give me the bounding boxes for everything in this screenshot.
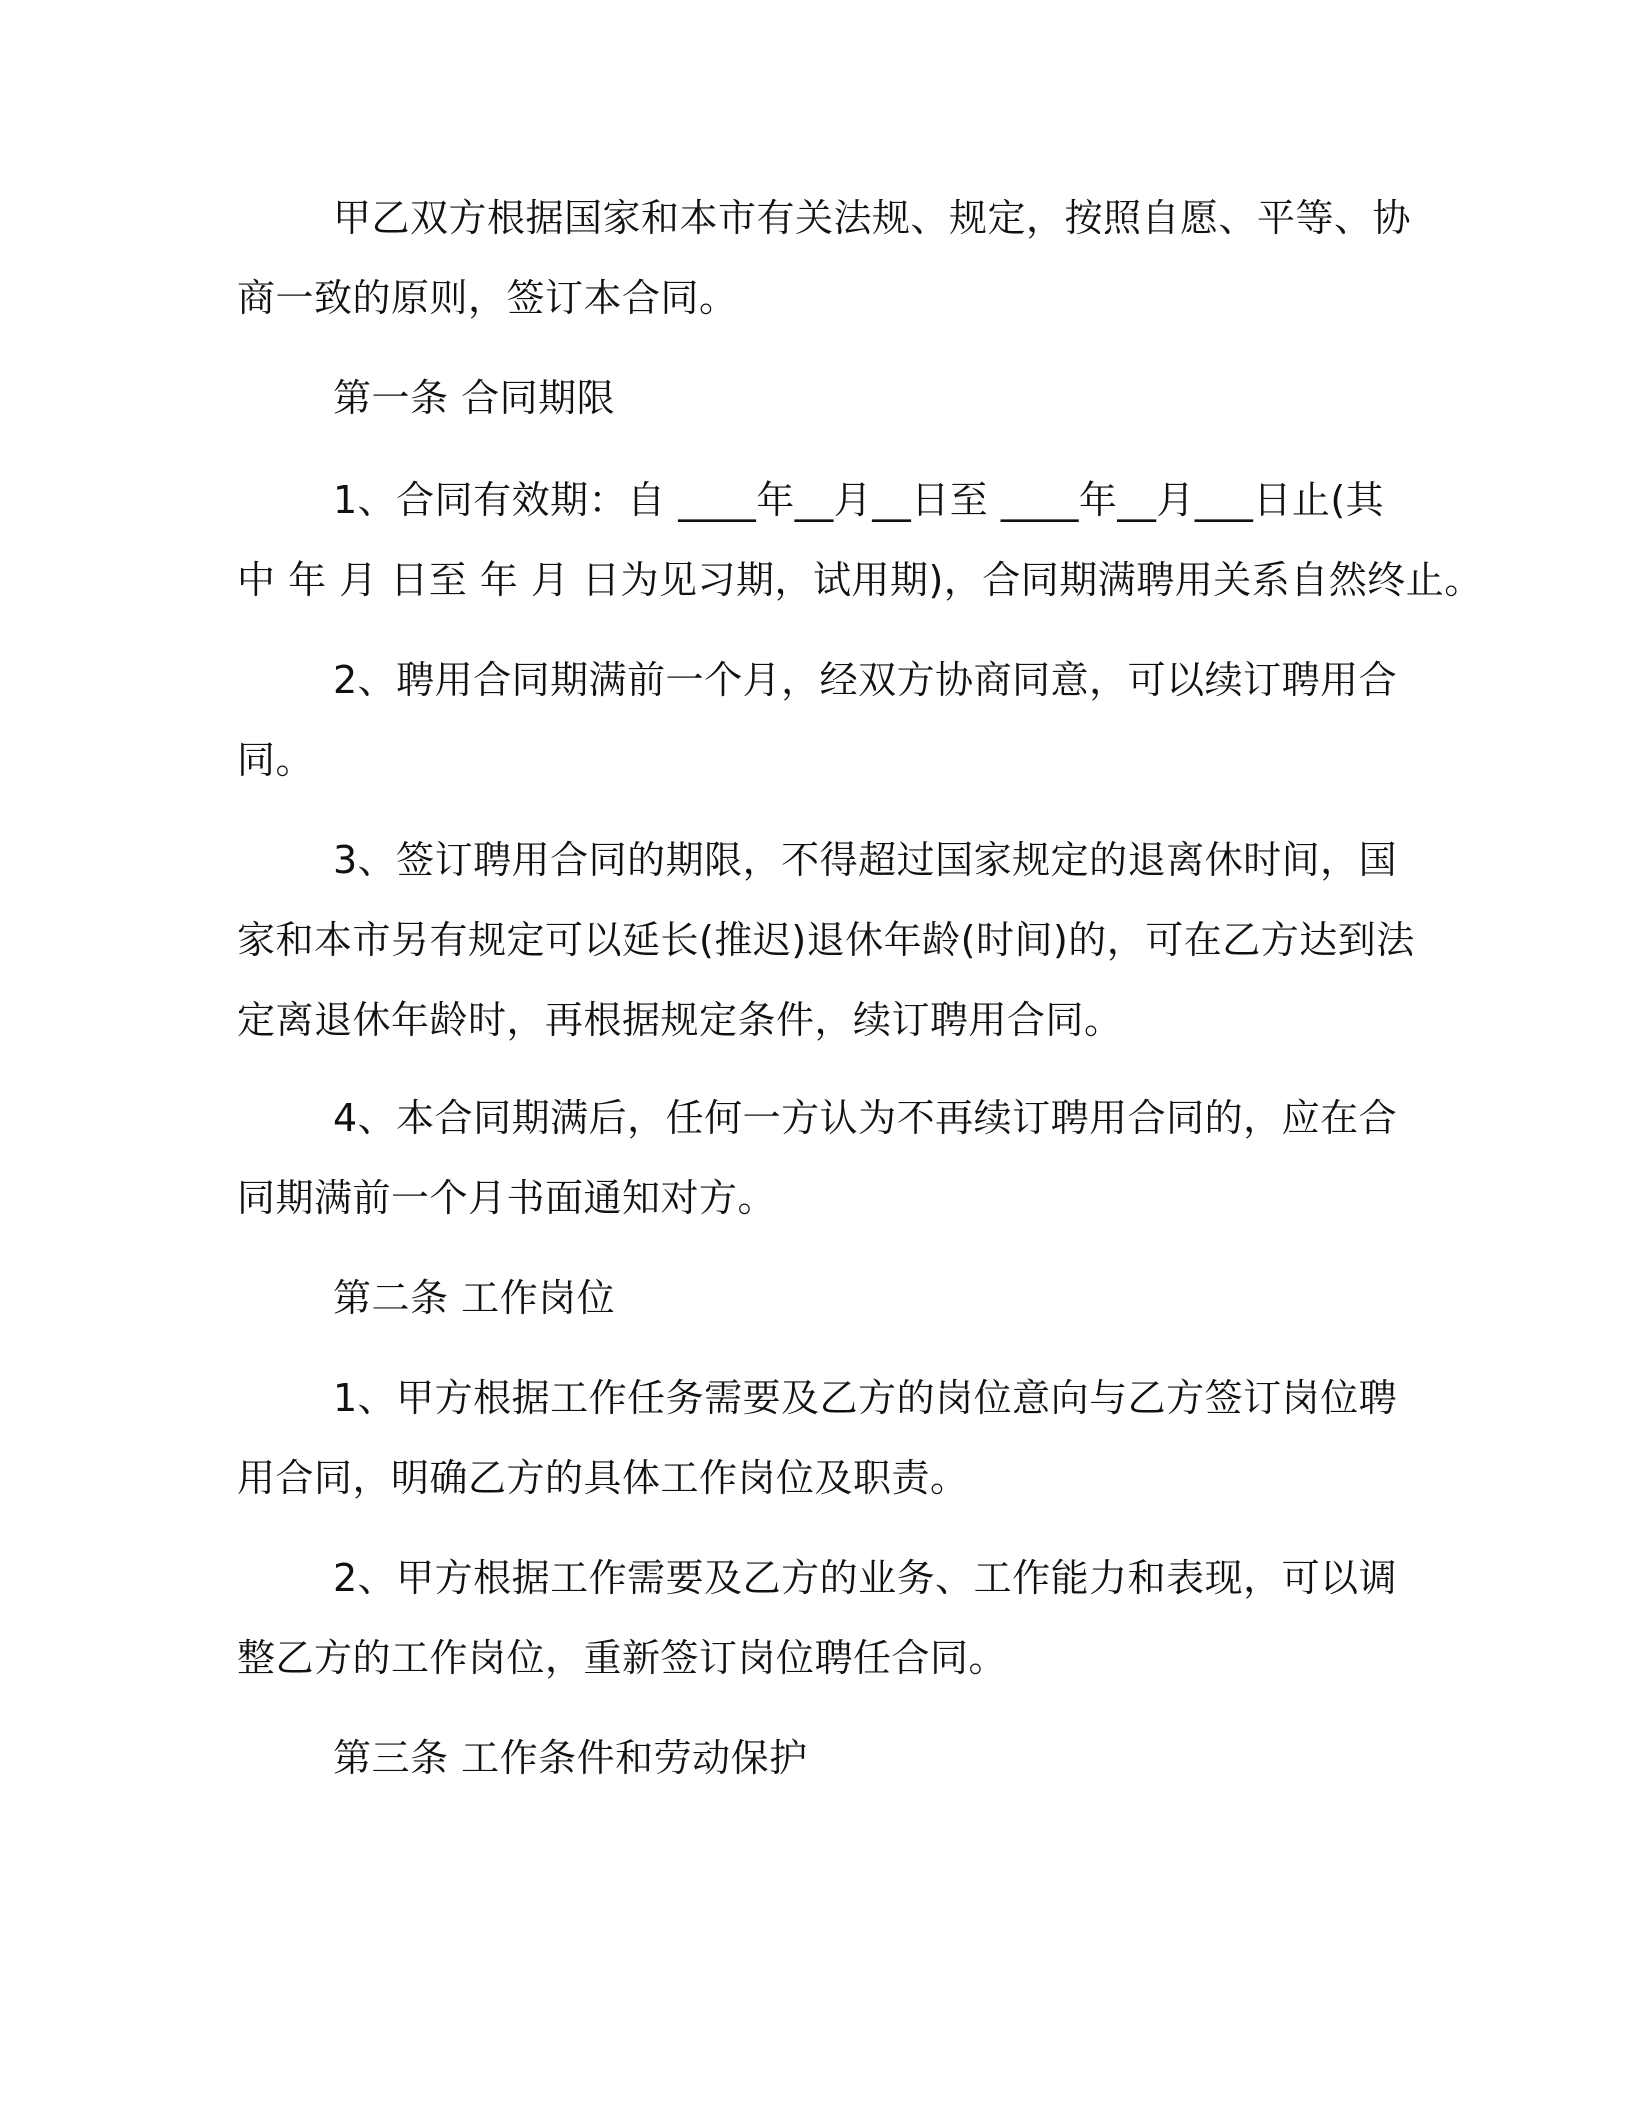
article-1-item-4 [237,1078,1397,1238]
text-line: 4、本合同期满后，任何一方认为不再续订聘用合同的，应在合 [333,1096,1398,1140]
article-2-item-1 [237,1358,1397,1518]
text-line: 家和本市另有规定可以延长(推迟)退休年龄(时间)的，可在乙方达到法 [237,918,1415,962]
article-1-heading [237,358,1397,438]
article-1-item-1 [237,460,1483,620]
article-1-item-3 [237,820,1415,1060]
text-line: 整乙方的工作岗位，重新签订岗位聘任合同。 [237,1636,1008,1680]
heading-text: 第一条 合同期限 [333,376,616,420]
text-line: 1、合同有效期：自 ____年__月__日至 ____年__月___日止(其 [333,478,1385,522]
text-line: 甲乙双方根据国家和本市有关法规、规定，按照自愿、平等、协 [333,196,1412,240]
heading-text: 第二条 工作岗位 [333,1276,616,1320]
text-line: 用合同，明确乙方的具体工作岗位及职责。 [237,1456,969,1500]
article-2-heading [237,1258,1397,1338]
article-2-item-2 [237,1538,1397,1698]
article-1-item-2 [237,640,1397,800]
text-line: 同期满前一个月书面通知对方。 [237,1176,777,1220]
text-line: 同。 [237,738,315,782]
text-line: 3、签订聘用合同的期限，不得超过国家规定的退离休时间，国 [333,838,1398,882]
article-3-heading [237,1718,1397,1798]
text-line: 1、甲方根据工作任务需要及乙方的岗位意向与乙方签订岗位聘 [333,1376,1398,1420]
intro-paragraph [237,178,1412,338]
text-line: 2、甲方根据工作需要及乙方的业务、工作能力和表现，可以调 [333,1556,1398,1600]
text-line: 定离退休年龄时，再根据规定条件，续订聘用合同。 [237,998,1123,1042]
text-line: 商一致的原则，签订本合同。 [237,276,738,320]
text-line: 中 年 月 日至 年 月 日为见习期，试用期)，合同期满聘用关系自然终止。 [237,558,1483,602]
text-line: 2、聘用合同期满前一个月，经双方协商同意，可以续订聘用合 [333,658,1398,702]
heading-text: 第三条 工作条件和劳动保护 [333,1736,808,1780]
